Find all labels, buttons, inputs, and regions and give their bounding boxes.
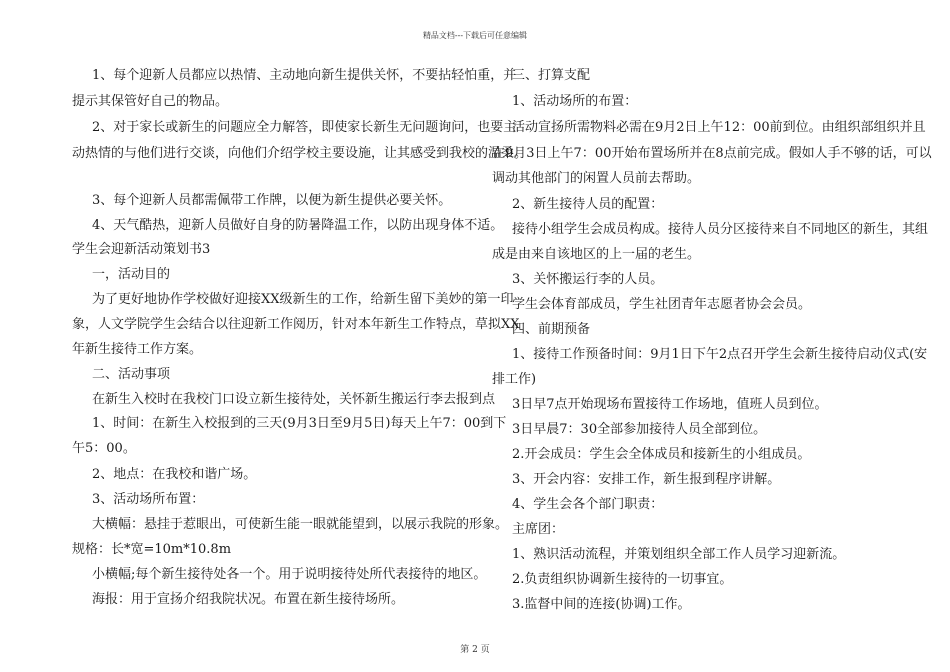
paragraph-line: 活动宣扬所需物料必需在9月2日上午12：00前到位。由组织部组织并且 — [512, 120, 926, 135]
section-heading: 二、活动事项 — [92, 367, 171, 382]
paragraph-line: 2.开会成员：学生会全体成员和接新生的小组成员。 — [512, 447, 811, 462]
paragraph-line: 1、每个迎新人员都应以热情、主动地向新生提供关怀，不要拈轻怕重，并 — [92, 68, 517, 83]
paragraph-line: 1、接待工作预备时间：9月1日下午2点召开学生会新生接待启动仪式(安 — [512, 347, 928, 362]
paragraph-line: 1、时间：在新生入校报到的三天(9月3日至9月5日)每天上午7：00到下 — [92, 416, 507, 431]
paragraph-line: 在9月3日上午7：00开始布置场所并在8点前完成。假如人手不够的话，可以 — [492, 146, 932, 161]
page-header: 精品文档---下载后可任意编辑 — [422, 31, 528, 40]
paragraph-line: 小横幅;每个新生接待处各一个。用于说明接待处所代表接待的地区。 — [92, 567, 487, 582]
paragraph-line: 象，人文学院学生会结合以往迎新工作阅历，针对本年新生工作特点，草拟XX — [72, 317, 520, 332]
paragraph-line: 1、熟识活动流程，并策划组织全部工作人员学习迎新流。 — [512, 547, 846, 562]
paragraph-line: 排工作) — [492, 372, 537, 387]
paragraph-line: 2、对于家长或新生的问题应全力解答，即使家长新生无问题询问，也要主 — [92, 120, 517, 135]
paragraph-line: 午5：00。 — [72, 441, 136, 456]
paragraph-line: 3、活动场所布置： — [92, 492, 205, 507]
paragraph-line: 主席团： — [512, 522, 565, 537]
section-title: 学生会迎新活动策划书3 — [72, 242, 211, 257]
paragraph-line: 1、活动场所的布置： — [512, 94, 638, 109]
paragraph-line: 提示其保管好自己的物品。 — [72, 94, 229, 109]
paragraph-line: 年新生接待工作方案。 — [72, 342, 203, 357]
paragraph-line: 学生会体育部成员，学生社团青年志愿者协会会员。 — [512, 297, 812, 312]
paragraph-line: 调动其他部门的闲置人员前去帮助。 — [492, 171, 701, 186]
paragraph-line: 2、地点：在我校和谐广场。 — [92, 467, 257, 482]
paragraph-line: 在新生入校时在我校门口设立新生接待处，关怀新生搬运行李去报到点 — [92, 392, 496, 407]
section-heading: 四、前期预备 — [512, 322, 591, 337]
paragraph-line: 4、学生会各个部门职责： — [512, 497, 664, 512]
paragraph-line: 3.监督中间的连接(协调)工作。 — [512, 597, 691, 612]
section-heading: 三、打算支配 — [512, 68, 591, 83]
paragraph-line: 3、开会内容：安排工作，新生报到程序讲解。 — [512, 472, 781, 487]
paragraph-line: 接待小组学生会成员构成。接待人员分区接待来自不同地区的新生，其组 — [512, 222, 929, 237]
paragraph-line: 海报：用于宣扬介绍我院状况。布置在新生接待场所。 — [92, 592, 405, 607]
paragraph-line: 3、每个迎新人员都需佩带工作牌，以便为新生提供必要关怀。 — [92, 193, 452, 208]
paragraph-line: 为了更好地协作学校做好迎接XX级新生的工作，给新生留下美妙的第一印 — [92, 292, 514, 307]
paragraph-line: 动热情的与他们进行交谈，向他们介绍学校主要设施，让其感受到我校的温柔。 — [72, 146, 528, 161]
paragraph-line: 3、关怀搬运行李的人员。 — [512, 272, 664, 287]
paragraph-line: 3日早7点开始现场布置接待工作场地，值班人员到位。 — [512, 397, 828, 412]
paragraph-line: 成是由来自该地区的上一届的老生。 — [492, 247, 701, 262]
paragraph-line: 3日早晨7：30全部参加接待人员全部到位。 — [512, 422, 767, 437]
paragraph-line: 2.负责组织协调新生接待的一切事宜。 — [512, 572, 733, 587]
paragraph-line: 2、新生接待人员的配置： — [512, 197, 664, 212]
section-heading: 一，活动目的 — [92, 267, 171, 282]
paragraph-line: 4、天气酷热，迎新人员做好自身的防暑降温工作，以防出现身体不适。 — [92, 218, 504, 233]
page-number: 第 2 页 — [460, 645, 490, 655]
paragraph-line: 规格：长*宽=10m*10.8m — [72, 542, 232, 557]
paragraph-line: 大横幅：悬挂于惹眼出，可使新生能一眼就能望到，以展示我院的形象。 — [92, 517, 509, 532]
